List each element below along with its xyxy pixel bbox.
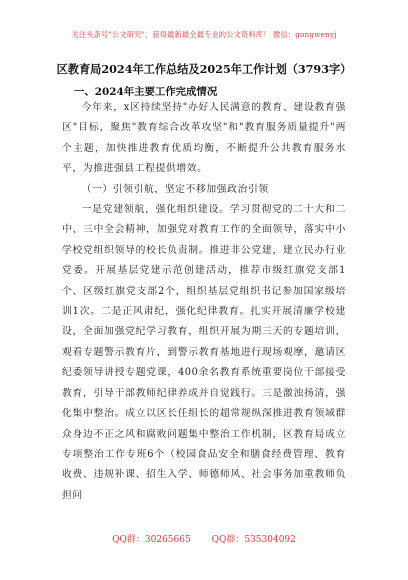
body-paragraph: 一是党建领航，强化组织建设。学习贯彻党的二十大和二中、三中全会精神，加强党对教育工作的全面领导，落实中小学校党组织领导的校长负责制。推进非公党建，建立民办行业党委。开展基层党建示范创建活动，推荐市级红旗党支部1个、区级红旗党支部2个，组织基层党组织书记参加国家级培训1次。二是正风肃纪，强化纪律教育。扎实开展清廉学校建设，全面加强党纪学习教育，组织开展为期三天的专题培训，观看专题警示教育片，到警示教育基地进行现场观摩，邀请区纪委领导讲授专题党课，400余名教育系统重要岗位干部接受教育，引导干部教师纪律养成并自觉践行。三是激浊扬清，强化集中整治。成立以区长任组长的超常规纵深推进教育领域群众身边不正之风和腐败问题集中整治工作机制，区教育局成立专项整治工作专班6个（校园食品安全和膳食经费管理、教育收费、违规补课、招生入学、师德师风、社会事务加重教师负担问 xyxy=(62,204,346,501)
qq-group-1: QQ群：30265665 xyxy=(112,535,191,545)
qq-group-2: QQ群：535304092 xyxy=(211,535,296,545)
intro-paragraph: 今年来，x区持续坚持"办好人民满意的教育、建设教育强区"目标，聚焦"教育综合改革攻坚"和"教育服务质量提升"两个主题，加快推进教育优质均衡，不断提升公共教育服务水平，为推进强县工程提供增效。 xyxy=(62,102,346,175)
subsection-heading: （一）引领引航，坚定不移加强政治引领 xyxy=(81,183,269,195)
document-title: 区教育局2024年工作总结及2025年工作计划（3793字） xyxy=(56,62,352,76)
section-heading: 一、2024年主要工作完成情况 xyxy=(74,86,218,98)
footer-contacts xyxy=(0,532,408,545)
promo-banner: 关注头条号"公文研究"，获得最新最全最专业的公文资料库！ 微信：gongwenyj xyxy=(71,30,337,39)
document-body xyxy=(62,98,346,506)
